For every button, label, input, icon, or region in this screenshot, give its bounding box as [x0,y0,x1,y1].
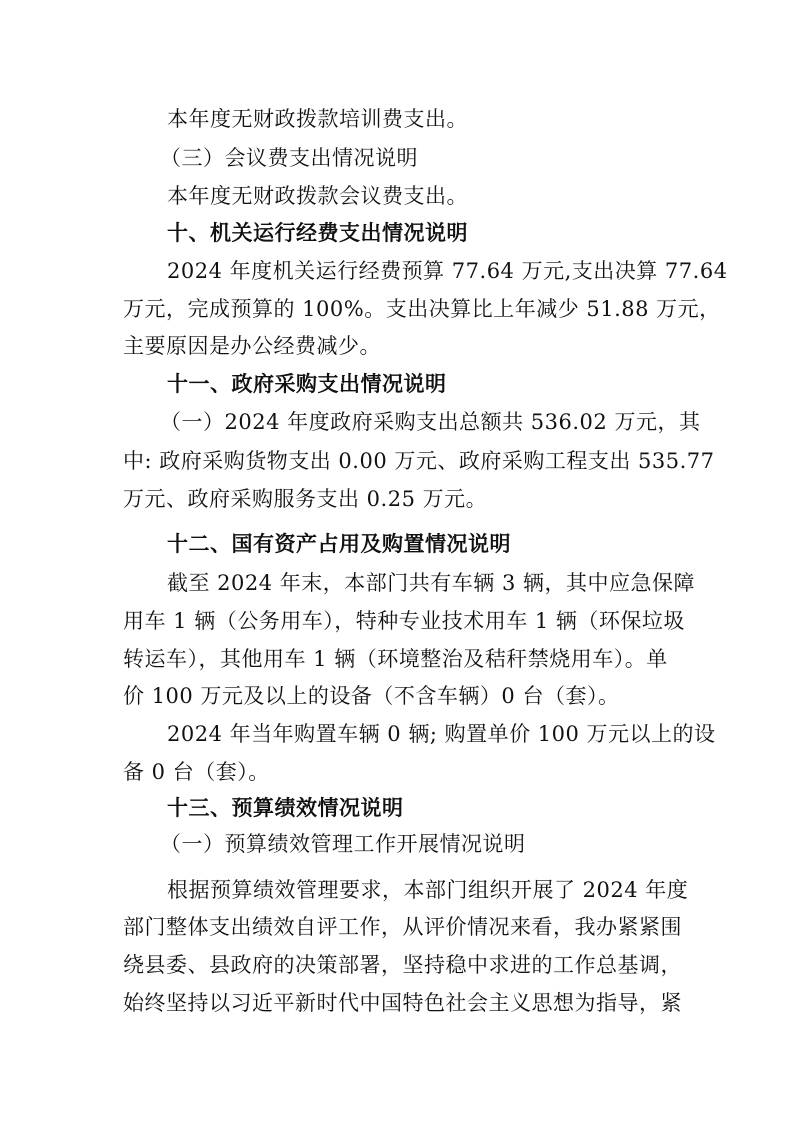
subheading: （三）会议费支出情况说明 [160,146,418,170]
section-heading: 十二、国有资产占用及购置情况说明 [167,532,511,556]
paragraph-line: 价 100 万元及以上的设备（不含车辆）0 台（套）。 [123,684,620,708]
section-heading: 十三、预算绩效情况说明 [167,796,404,820]
paragraph-line: 万元，完成预算的 100%。支出决算比上年减少 51.88 万元， [123,297,721,321]
section-heading: 十一、政府采购支出情况说明 [167,372,447,396]
paragraph-line: 转运车），其他用车 1 辆（环境整治及秸秆禁烧用车）。单 [123,647,668,671]
paragraph-line: 始终坚持以习近平新时代中国特色社会主义思想为指导，紧 [123,991,682,1015]
paragraph-line: 部门整体支出绩效自评工作，从评价情况来看，我办紧紧围 [123,915,682,939]
section-heading: 十、机关运行经费支出情况说明 [167,221,468,245]
paragraph-line: 备 0 台（套）。 [123,760,270,784]
paragraph-line: （一）2024 年度政府采购支出总额共 536.02 万元，其 [160,410,701,434]
paragraph-line: 本年度无财政拨款培训费支出。 [167,107,468,131]
paragraph-line: 2024 年度机关运行经费预算 77.64 万元,支出决算 77.64 [167,259,728,283]
paragraph-line: 主要原因是办公经费减少。 [123,334,381,358]
paragraph-line: 截至 2024 年末，本部门共有车辆 3 辆，其中应急保障 [167,571,696,595]
paragraph-line: 中: 政府采购货物支出 0.00 万元、政府采购工程支出 535.77 [123,449,715,473]
subheading: （一）预算绩效管理工作开展情况说明 [160,832,526,856]
paragraph-line: 根据预算绩效管理要求，本部门组织开展了 2024 年度 [167,878,689,902]
paragraph-line: 用车 1 辆（公务用车），特种专业技术用车 1 辆（环保垃圾 [123,609,685,633]
paragraph-line: 本年度无财政拨款会议费支出。 [167,184,468,208]
paragraph-line: 万元、政府采购服务支出 0.25 万元。 [123,487,488,511]
paragraph-line: 2024 年当年购置车辆 0 辆; 购置单价 100 万元以上的设 [167,722,716,746]
paragraph-line: 绕县委、县政府的决策部署，坚持稳中求进的工作总基调， [123,953,682,977]
